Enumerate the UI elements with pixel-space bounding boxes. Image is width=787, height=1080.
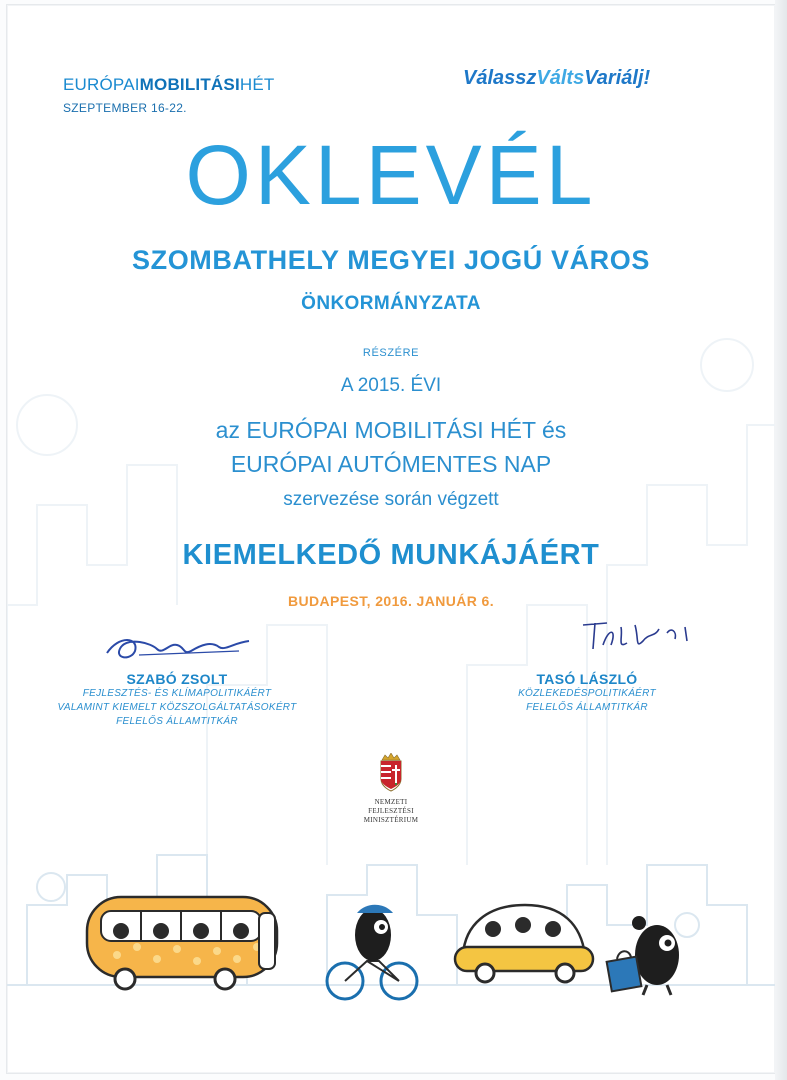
signer-role-line2: FELELŐS ÁLLAMTITKÁR xyxy=(526,702,648,713)
slogan-part2: Válts xyxy=(536,67,585,89)
event-dates: SZEPTEMBER 16-22. xyxy=(63,101,187,115)
signature-taso xyxy=(577,615,697,659)
brand-suffix: HÉT xyxy=(239,75,275,94)
transport-illustration xyxy=(7,835,775,1055)
event-line1: az EURÓPAI MOBILITÁSI HÉT és xyxy=(215,417,567,443)
certificate-sheet xyxy=(6,4,776,1074)
signer-name: TASÓ LÁSZLÓ xyxy=(536,671,638,687)
for-label: RÉSZÉRE xyxy=(362,347,420,359)
signer-role-line1: FEJLESZTÉS- ÉS KLÍMAPOLITIKÁÉRT xyxy=(82,688,272,699)
scan-edge xyxy=(775,0,787,1080)
signature-szabo xyxy=(99,629,259,665)
ministry-logo xyxy=(359,753,423,825)
ministry-line1: NEMZETI FEJLESZTÉSI xyxy=(368,798,414,815)
signer-role-line2: VALAMINT KIEMELT KÖZSZOLGÁLTATÁSOKÉRT xyxy=(57,702,297,713)
slogan-part3: Variálj! xyxy=(584,67,651,89)
certificate-title: OKLEVÉL xyxy=(185,128,597,222)
signer-taso xyxy=(437,671,737,715)
place-date: BUDAPEST, 2016. JANUÁR 6. xyxy=(287,593,495,609)
signer-szabo xyxy=(27,671,327,729)
year-line: A 2015. ÉVI xyxy=(340,375,442,396)
car-icon xyxy=(455,905,593,982)
event-line3: szervezése során végzett xyxy=(283,489,499,510)
signer-name: SZABÓ ZSOLT xyxy=(126,671,228,687)
signer-role-line1: KÖZLEKEDÉSPOLITIKÁÉRT xyxy=(518,688,656,699)
recipient-line2: ÖNKORMÁNYZATA xyxy=(301,293,481,314)
event-brand xyxy=(63,75,274,115)
bus-icon xyxy=(87,897,277,989)
shopper-icon xyxy=(607,916,679,995)
recipient-line1: SZOMBATHELY MEGYEI JOGÚ VÁROS xyxy=(132,245,650,275)
signer-role-line3: FELELŐS ÁLLAMTITKÁR xyxy=(116,716,238,727)
coat-of-arms-icon xyxy=(373,753,409,793)
brand-bold: MOBILITÁSI xyxy=(139,75,240,94)
slogan xyxy=(463,67,650,90)
ministry-line2: MINISZTÉRIUM xyxy=(363,816,419,824)
award-text: KIEMELKEDŐ MUNKÁJÁÉRT xyxy=(182,539,600,571)
brand-wordmark xyxy=(63,75,274,95)
event-line2: EURÓPAI AUTÓMENTES NAP xyxy=(230,451,552,477)
slogan-part1: Válassz xyxy=(463,67,537,89)
brand-prefix: EURÓPAI xyxy=(63,75,140,94)
